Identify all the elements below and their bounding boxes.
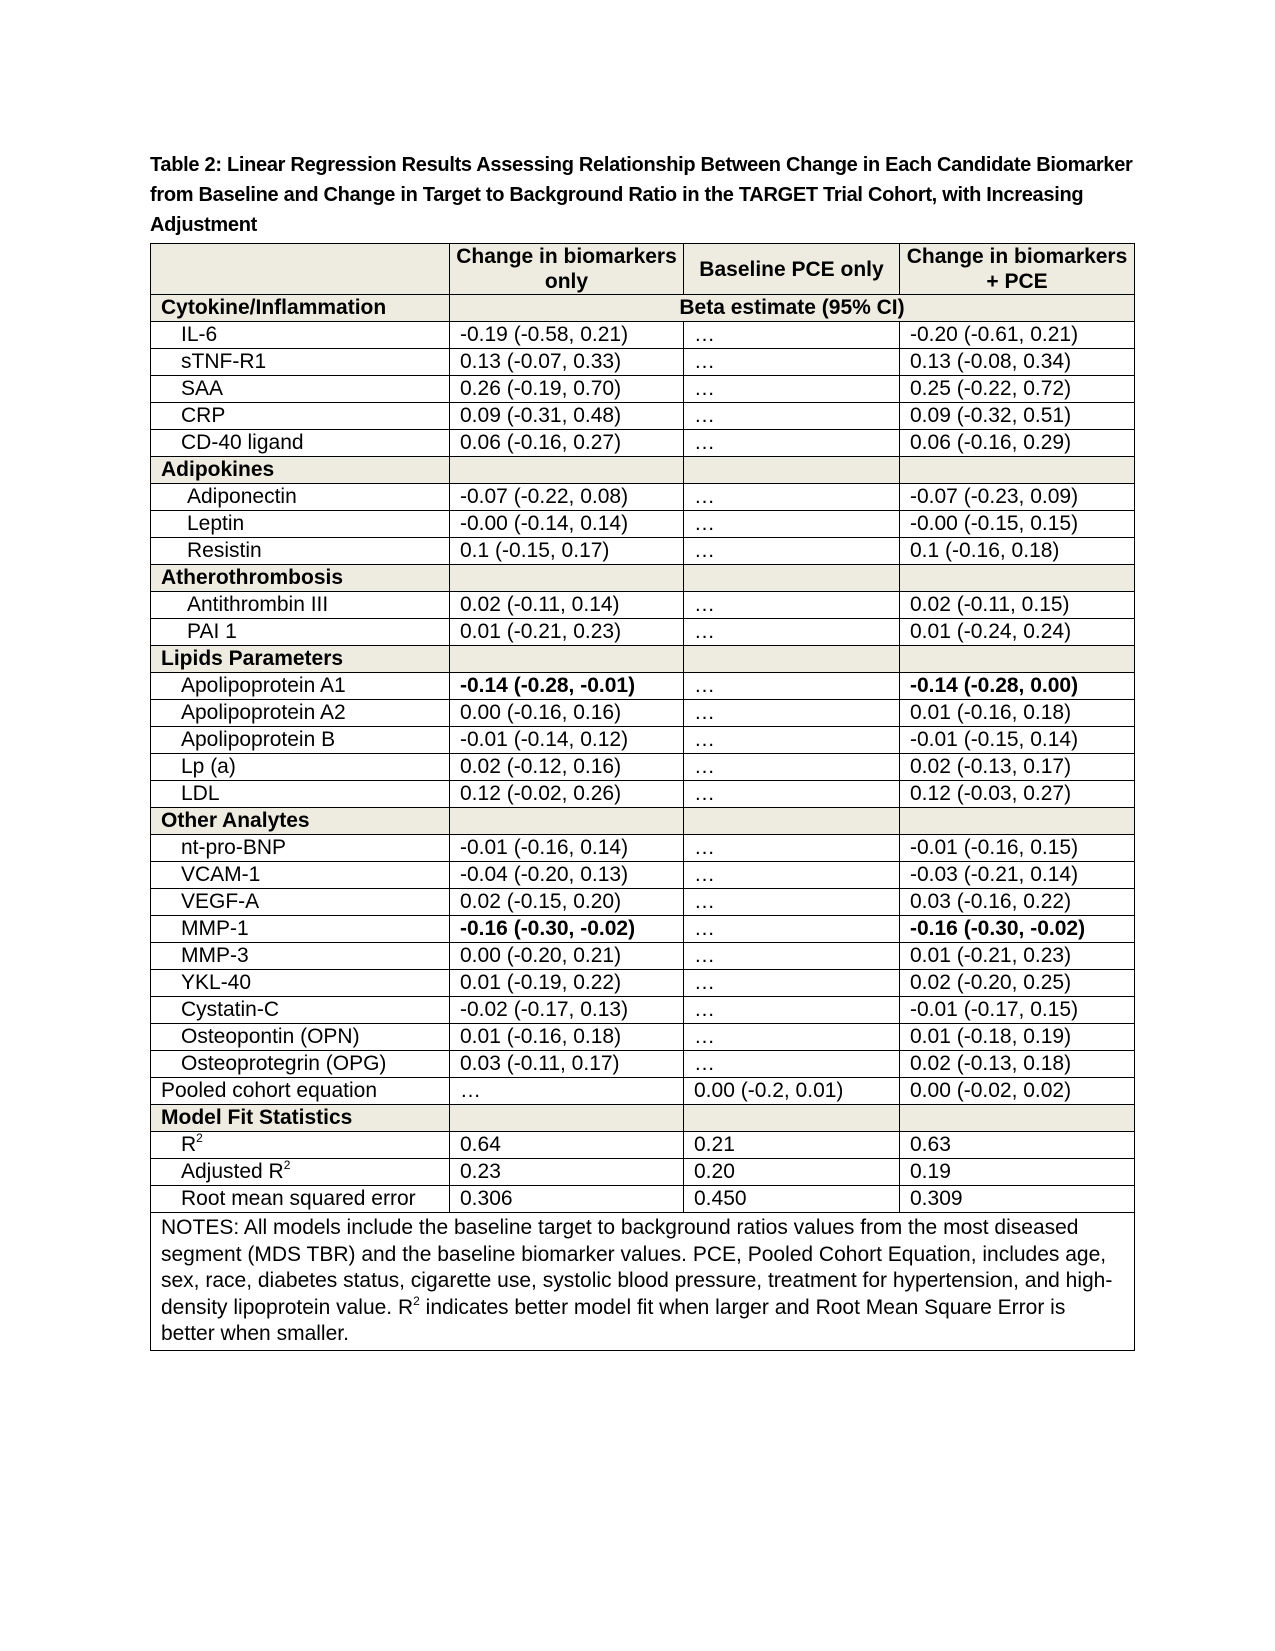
value-biomarkers-plus-pce: 0.25 (-0.22, 0.72) bbox=[900, 376, 1135, 403]
value-biomarkers-only: 0.13 (-0.07, 0.33) bbox=[450, 349, 684, 376]
table-body bbox=[151, 295, 1135, 1351]
value-biomarkers-only: 0.03 (-0.11, 0.17) bbox=[450, 1051, 684, 1078]
value-biomarkers-only: 0.01 (-0.19, 0.22) bbox=[450, 970, 684, 997]
value-baseline-pce-only: … bbox=[684, 673, 900, 700]
value-biomarkers-plus-pce: -0.00 (-0.15, 0.15) bbox=[900, 511, 1135, 538]
biomarker-label: Osteopontin (OPN) bbox=[151, 1024, 450, 1051]
biomarker-label: Cystatin-C bbox=[151, 997, 450, 1024]
table-row bbox=[151, 322, 1135, 349]
biomarker-label: YKL-40 bbox=[151, 970, 450, 997]
table-row bbox=[151, 970, 1135, 997]
biomarker-label: LDL bbox=[151, 781, 450, 808]
group-empty-cell bbox=[684, 1105, 900, 1132]
statistic-label bbox=[151, 1132, 450, 1159]
value-biomarkers-only: 0.23 bbox=[450, 1159, 684, 1186]
value-biomarkers-plus-pce: 0.02 (-0.11, 0.15) bbox=[900, 592, 1135, 619]
table-row bbox=[151, 1051, 1135, 1078]
model-fit-row bbox=[151, 1159, 1135, 1186]
table-row bbox=[151, 943, 1135, 970]
value-baseline-pce-only: … bbox=[684, 430, 900, 457]
value-biomarkers-only: 0.02 (-0.15, 0.20) bbox=[450, 889, 684, 916]
value-baseline-pce-only: … bbox=[684, 538, 900, 565]
group-header-row bbox=[151, 808, 1135, 835]
value-biomarkers-only: 0.26 (-0.19, 0.70) bbox=[450, 376, 684, 403]
table-row bbox=[151, 889, 1135, 916]
biomarker-label: nt-pro-BNP bbox=[151, 835, 450, 862]
header-row bbox=[151, 244, 1135, 295]
value-biomarkers-plus-pce: -0.20 (-0.61, 0.21) bbox=[900, 322, 1135, 349]
value-baseline-pce-only: … bbox=[684, 376, 900, 403]
biomarker-label: MMP-3 bbox=[151, 943, 450, 970]
value-biomarkers-only: 0.64 bbox=[450, 1132, 684, 1159]
value-baseline-pce-only: … bbox=[684, 403, 900, 430]
biomarker-label: PAI 1 bbox=[151, 619, 450, 646]
biomarker-label: CRP bbox=[151, 403, 450, 430]
pooled-cohort-label: Pooled cohort equation bbox=[151, 1078, 450, 1105]
value-biomarkers-plus-pce: 0.09 (-0.32, 0.51) bbox=[900, 403, 1135, 430]
value-biomarkers-only: 0.12 (-0.02, 0.26) bbox=[450, 781, 684, 808]
group-empty-cell bbox=[684, 457, 900, 484]
value-baseline-pce-only: … bbox=[684, 970, 900, 997]
value-baseline-pce-only: … bbox=[684, 700, 900, 727]
value-biomarkers-plus-pce: -0.03 (-0.21, 0.14) bbox=[900, 862, 1135, 889]
value-baseline-pce-only: … bbox=[684, 781, 900, 808]
value-baseline-pce-only: … bbox=[684, 889, 900, 916]
biomarker-label: sTNF-R1 bbox=[151, 349, 450, 376]
group-empty-cell bbox=[900, 1105, 1135, 1132]
group-empty-cell bbox=[900, 457, 1135, 484]
group-label: Adipokines bbox=[151, 457, 450, 484]
value-baseline-pce-only: … bbox=[684, 916, 900, 943]
value-baseline-pce-only: … bbox=[684, 997, 900, 1024]
table-row bbox=[151, 484, 1135, 511]
biomarker-label: Osteoprotegrin (OPG) bbox=[151, 1051, 450, 1078]
value-biomarkers-plus-pce: -0.07 (-0.23, 0.09) bbox=[900, 484, 1135, 511]
group-header-row bbox=[151, 295, 1135, 322]
value-biomarkers-plus-pce: 0.12 (-0.03, 0.27) bbox=[900, 781, 1135, 808]
biomarker-label: Apolipoprotein A1 bbox=[151, 673, 450, 700]
biomarker-label: Leptin bbox=[151, 511, 450, 538]
value-baseline-pce-only: … bbox=[684, 754, 900, 781]
biomarker-label: MMP-1 bbox=[151, 916, 450, 943]
table-row bbox=[151, 700, 1135, 727]
superscript: 2 bbox=[413, 1293, 420, 1308]
table-row bbox=[151, 430, 1135, 457]
value-baseline-pce-only: 0.20 bbox=[684, 1159, 900, 1186]
value-baseline-pce-only: … bbox=[684, 862, 900, 889]
group-label: Cytokine/Inflammation bbox=[151, 295, 450, 322]
biomarker-label: Apolipoprotein A2 bbox=[151, 700, 450, 727]
value-biomarkers-plus-pce: 0.01 (-0.24, 0.24) bbox=[900, 619, 1135, 646]
biomarker-label: IL-6 bbox=[151, 322, 450, 349]
value-biomarkers-plus-pce: -0.16 (-0.30, -0.02) bbox=[900, 916, 1135, 943]
header-biomarkers-only: Change in biomarkers only bbox=[450, 244, 684, 295]
value-baseline-pce-only: … bbox=[684, 727, 900, 754]
group-header-row bbox=[151, 1105, 1135, 1132]
biomarker-label: Antithrombin III bbox=[151, 592, 450, 619]
group-label: Atherothrombosis bbox=[151, 565, 450, 592]
value-biomarkers-only: -0.16 (-0.30, -0.02) bbox=[450, 916, 684, 943]
value-biomarkers-only: -0.01 (-0.16, 0.14) bbox=[450, 835, 684, 862]
value-biomarkers-plus-pce: 0.01 (-0.18, 0.19) bbox=[900, 1024, 1135, 1051]
biomarker-label: Resistin bbox=[151, 538, 450, 565]
value-biomarkers-only: -0.07 (-0.22, 0.08) bbox=[450, 484, 684, 511]
biomarker-label: CD-40 ligand bbox=[151, 430, 450, 457]
value-baseline-pce-only: … bbox=[684, 511, 900, 538]
value-baseline-pce-only: … bbox=[684, 322, 900, 349]
pooled-cohort-row bbox=[151, 1078, 1135, 1105]
table-row bbox=[151, 997, 1135, 1024]
biomarker-label: VCAM-1 bbox=[151, 862, 450, 889]
value-biomarkers-plus-pce: 0.13 (-0.08, 0.34) bbox=[900, 349, 1135, 376]
value-biomarkers-only: 0.02 (-0.11, 0.14) bbox=[450, 592, 684, 619]
notes bbox=[151, 1213, 1135, 1351]
table-row bbox=[151, 349, 1135, 376]
biomarker-label: Lp (a) bbox=[151, 754, 450, 781]
value-biomarkers-plus-pce: 0.02 (-0.13, 0.18) bbox=[900, 1051, 1135, 1078]
biomarker-label: Apolipoprotein B bbox=[151, 727, 450, 754]
value-biomarkers-only: 0.01 (-0.21, 0.23) bbox=[450, 619, 684, 646]
header-baseline-pce-only: Baseline PCE only bbox=[684, 244, 900, 295]
group-empty-cell bbox=[450, 808, 684, 835]
value-baseline-pce-only: … bbox=[684, 349, 900, 376]
group-empty-cell bbox=[900, 565, 1135, 592]
group-header-row bbox=[151, 565, 1135, 592]
notes-row bbox=[151, 1213, 1135, 1351]
statistic-label bbox=[151, 1186, 450, 1213]
value-biomarkers-plus-pce: 0.00 (-0.02, 0.02) bbox=[900, 1078, 1135, 1105]
value-biomarkers-only: -0.02 (-0.17, 0.13) bbox=[450, 997, 684, 1024]
biomarker-label: VEGF-A bbox=[151, 889, 450, 916]
value-biomarkers-plus-pce: 0.02 (-0.13, 0.17) bbox=[900, 754, 1135, 781]
value-biomarkers-only: -0.19 (-0.58, 0.21) bbox=[450, 322, 684, 349]
statistic-label bbox=[151, 1159, 450, 1186]
table-title: Table 2: Linear Regression Results Assessing Relationship Between Change in Each Candidate Biomarker from Baseline and Change in Target to Background Ratio in the TARGET Trial Cohort, with Increasing Adjustment bbox=[150, 154, 1133, 236]
group-empty-cell bbox=[684, 646, 900, 673]
group-header-row bbox=[151, 646, 1135, 673]
group-empty-cell bbox=[900, 646, 1135, 673]
value-baseline-pce-only: 0.21 bbox=[684, 1132, 900, 1159]
table-row bbox=[151, 403, 1135, 430]
superscript: 2 bbox=[196, 1131, 203, 1145]
value-biomarkers-only: 0.01 (-0.16, 0.18) bbox=[450, 1024, 684, 1051]
group-empty-cell bbox=[450, 1105, 684, 1132]
model-fit-row bbox=[151, 1132, 1135, 1159]
value-biomarkers-only: 0.00 (-0.16, 0.16) bbox=[450, 700, 684, 727]
value-biomarkers-plus-pce: -0.01 (-0.16, 0.15) bbox=[900, 835, 1135, 862]
value-biomarkers-plus-pce: 0.1 (-0.16, 0.18) bbox=[900, 538, 1135, 565]
value-baseline-pce-only: 0.00 (-0.2, 0.01) bbox=[684, 1078, 900, 1105]
group-empty-cell bbox=[684, 808, 900, 835]
group-empty-cell bbox=[684, 565, 900, 592]
table-row bbox=[151, 916, 1135, 943]
value-biomarkers-plus-pce: 0.01 (-0.16, 0.18) bbox=[900, 700, 1135, 727]
value-biomarkers-plus-pce: 0.02 (-0.20, 0.25) bbox=[900, 970, 1135, 997]
value-biomarkers-only: -0.01 (-0.14, 0.12) bbox=[450, 727, 684, 754]
group-empty-cell bbox=[450, 457, 684, 484]
notes-text: indicates better model fit when larger and Root Mean Square Error is better when smaller. bbox=[161, 1295, 1066, 1345]
table-row bbox=[151, 511, 1135, 538]
beta-estimate-label: Beta estimate (95% CI) bbox=[450, 295, 1135, 322]
model-fit-row bbox=[151, 1186, 1135, 1213]
group-label: Model Fit Statistics bbox=[151, 1105, 450, 1132]
notes-text: NOTES: All models include the baseline target to background ratios values from the most diseased segment (MDS TBR) and the baseline biomarker values. PCE, Pooled Cohort Equation, includes age, sex, race, diabetes status, cigarette use, systolic blood pressure, treatment for hypertension, and high-density lipoprotein value. R bbox=[161, 1216, 1113, 1319]
value-baseline-pce-only: … bbox=[684, 484, 900, 511]
value-biomarkers-plus-pce: 0.309 bbox=[900, 1186, 1135, 1213]
statistic-label-text: Root mean squared error bbox=[181, 1187, 416, 1210]
value-baseline-pce-only: … bbox=[684, 835, 900, 862]
value-biomarkers-plus-pce: -0.01 (-0.17, 0.15) bbox=[900, 997, 1135, 1024]
table-row bbox=[151, 727, 1135, 754]
table-row bbox=[151, 835, 1135, 862]
value-biomarkers-only: 0.00 (-0.20, 0.21) bbox=[450, 943, 684, 970]
value-baseline-pce-only: … bbox=[684, 592, 900, 619]
value-baseline-pce-only: … bbox=[684, 1051, 900, 1078]
value-biomarkers-plus-pce: -0.14 (-0.28, 0.00) bbox=[900, 673, 1135, 700]
table-row bbox=[151, 754, 1135, 781]
value-baseline-pce-only: 0.450 bbox=[684, 1186, 900, 1213]
group-empty-cell bbox=[450, 565, 684, 592]
table-row bbox=[151, 619, 1135, 646]
value-biomarkers-only: -0.00 (-0.14, 0.14) bbox=[450, 511, 684, 538]
statistic-label-text: R bbox=[181, 1133, 197, 1156]
value-baseline-pce-only: … bbox=[684, 619, 900, 646]
superscript: 2 bbox=[283, 1158, 291, 1172]
value-biomarkers-only: -0.14 (-0.28, -0.01) bbox=[450, 673, 684, 700]
value-biomarkers-only: 0.06 (-0.16, 0.27) bbox=[450, 430, 684, 457]
header-cell-empty bbox=[151, 244, 450, 295]
value-biomarkers-plus-pce: 0.19 bbox=[900, 1159, 1135, 1186]
value-biomarkers-plus-pce: 0.03 (-0.16, 0.22) bbox=[900, 889, 1135, 916]
table-row bbox=[151, 376, 1135, 403]
table-row bbox=[151, 592, 1135, 619]
biomarker-label: Adiponectin bbox=[151, 484, 450, 511]
value-biomarkers-only: 0.1 (-0.15, 0.17) bbox=[450, 538, 684, 565]
regression-table bbox=[150, 243, 1135, 1351]
group-header-row bbox=[151, 457, 1135, 484]
value-biomarkers-plus-pce: -0.01 (-0.15, 0.14) bbox=[900, 727, 1135, 754]
value-baseline-pce-only: … bbox=[684, 943, 900, 970]
value-baseline-pce-only: … bbox=[684, 1024, 900, 1051]
table-row bbox=[151, 1024, 1135, 1051]
value-biomarkers-only: … bbox=[450, 1078, 684, 1105]
value-biomarkers-only: 0.02 (-0.12, 0.16) bbox=[450, 754, 684, 781]
value-biomarkers-plus-pce: 0.06 (-0.16, 0.29) bbox=[900, 430, 1135, 457]
group-empty-cell bbox=[900, 808, 1135, 835]
value-biomarkers-only: 0.306 bbox=[450, 1186, 684, 1213]
value-biomarkers-plus-pce: 0.63 bbox=[900, 1132, 1135, 1159]
table-row bbox=[151, 862, 1135, 889]
group-label: Lipids Parameters bbox=[151, 646, 450, 673]
table-row bbox=[151, 538, 1135, 565]
group-label: Other Analytes bbox=[151, 808, 450, 835]
statistic-label-text: Adjusted R bbox=[181, 1160, 284, 1183]
biomarker-label: SAA bbox=[151, 376, 450, 403]
value-biomarkers-only: -0.04 (-0.20, 0.13) bbox=[450, 862, 684, 889]
value-biomarkers-plus-pce: 0.01 (-0.21, 0.23) bbox=[900, 943, 1135, 970]
table-row bbox=[151, 673, 1135, 700]
header-biomarkers-plus-pce: Change in biomarkers + PCE bbox=[900, 244, 1135, 295]
table-row bbox=[151, 781, 1135, 808]
group-empty-cell bbox=[450, 646, 684, 673]
value-biomarkers-only: 0.09 (-0.31, 0.48) bbox=[450, 403, 684, 430]
